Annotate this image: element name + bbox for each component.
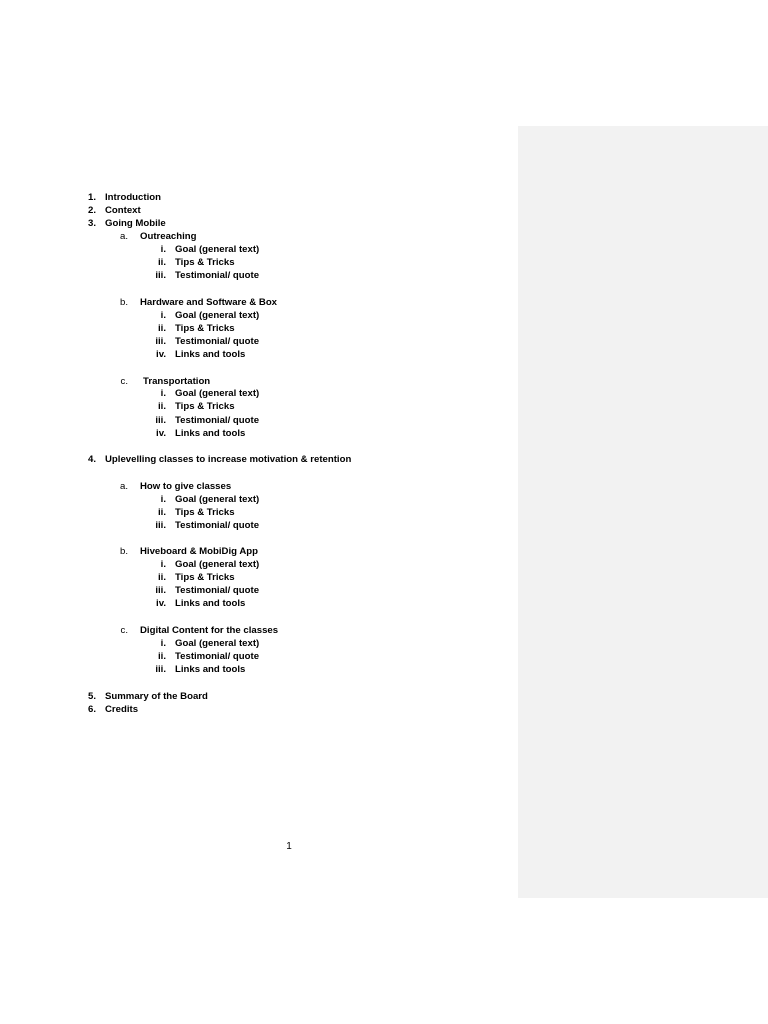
outline-letter: c.: [120, 625, 128, 636]
outline-label: Context: [105, 205, 141, 216]
outline-label: Tips & Tricks: [175, 507, 235, 518]
outline-roman: iv.: [156, 428, 166, 439]
outline-label: Outreaching: [140, 231, 197, 242]
outline-roman: iv.: [156, 598, 166, 609]
outline-label: Tips & Tricks: [175, 401, 235, 412]
outline-roman: i.: [160, 638, 166, 649]
outline-label: Goal (general text): [175, 244, 260, 255]
outline-roman: iii.: [155, 415, 166, 426]
outline-label: Transportation: [143, 376, 211, 387]
outline-roman: i.: [160, 494, 166, 505]
outline-label: Testimonial/ quote: [175, 520, 260, 531]
outline-label: Hiveboard & MobiDig App: [140, 546, 258, 557]
outline-label: Testimonial/ quote: [175, 270, 260, 281]
outline-label: Links and tools: [175, 598, 246, 609]
outline-letter: b.: [119, 297, 128, 308]
outline-roman: iii.: [155, 664, 166, 675]
outline-label: Links and tools: [175, 428, 246, 439]
outline-label: Goal (general text): [175, 388, 260, 399]
outline-letter: c.: [120, 376, 128, 387]
outline-letter: b.: [119, 546, 128, 557]
outline-label: Testimonial/ quote: [175, 651, 260, 662]
outline-letter: a.: [119, 481, 128, 492]
outline-label: Testimonial/ quote: [175, 336, 260, 347]
outline-label: Tips & Tricks: [175, 257, 235, 268]
outline-number: 4.: [87, 454, 96, 465]
outline-label: Goal (general text): [175, 494, 260, 505]
outline-label: How to give classes: [140, 481, 232, 492]
outline-label: Hardware and Software & Box: [140, 297, 278, 308]
outline-roman: iii.: [155, 270, 166, 281]
outline-number: 5.: [87, 691, 96, 702]
outline-number: 2.: [87, 205, 96, 216]
outline-label: Tips & Tricks: [175, 572, 235, 583]
outline-label: Links and tools: [175, 664, 246, 675]
comment-margin-panel: [518, 126, 768, 898]
outline-label: Testimonial/ quote: [175, 585, 260, 596]
outline-number: 3.: [87, 218, 96, 229]
outline-label: Links and tools: [175, 349, 246, 360]
outline-label: Digital Content for the classes: [140, 625, 279, 636]
outline-roman: ii.: [158, 401, 166, 412]
outline-roman: ii.: [158, 323, 166, 334]
outline-roman: i.: [160, 559, 166, 570]
outline-roman: i.: [160, 310, 166, 321]
outline-label: Summary of the Board: [105, 691, 208, 702]
outline-number: 1.: [87, 192, 96, 203]
outline-label: Going Mobile: [105, 218, 166, 229]
outline-roman: iii.: [155, 520, 166, 531]
outline-roman: ii.: [158, 257, 166, 268]
outline-letter: a.: [119, 231, 128, 242]
outline-roman: ii.: [158, 507, 166, 518]
outline-label: Credits: [105, 704, 139, 715]
outline-roman: iv.: [156, 349, 166, 360]
outline-roman: ii.: [158, 572, 166, 583]
outline-roman: ii.: [158, 651, 166, 662]
outline-label: Uplevelling classes to increase motivation & retention: [105, 454, 352, 465]
outline-label: Goal (general text): [175, 559, 260, 570]
outline-label: Goal (general text): [175, 310, 260, 321]
outline-label: Introduction: [105, 192, 161, 203]
page-number: 1: [286, 841, 292, 852]
outline-roman: iii.: [155, 336, 166, 347]
outline-label: Testimonial/ quote: [175, 415, 260, 426]
outline-roman: i.: [160, 388, 166, 399]
outline-roman: iii.: [155, 585, 166, 596]
outline-label: Goal (general text): [175, 638, 260, 649]
outline-label: Tips & Tricks: [175, 323, 235, 334]
outline-roman: i.: [160, 244, 166, 255]
outline-number: 6.: [87, 704, 96, 715]
